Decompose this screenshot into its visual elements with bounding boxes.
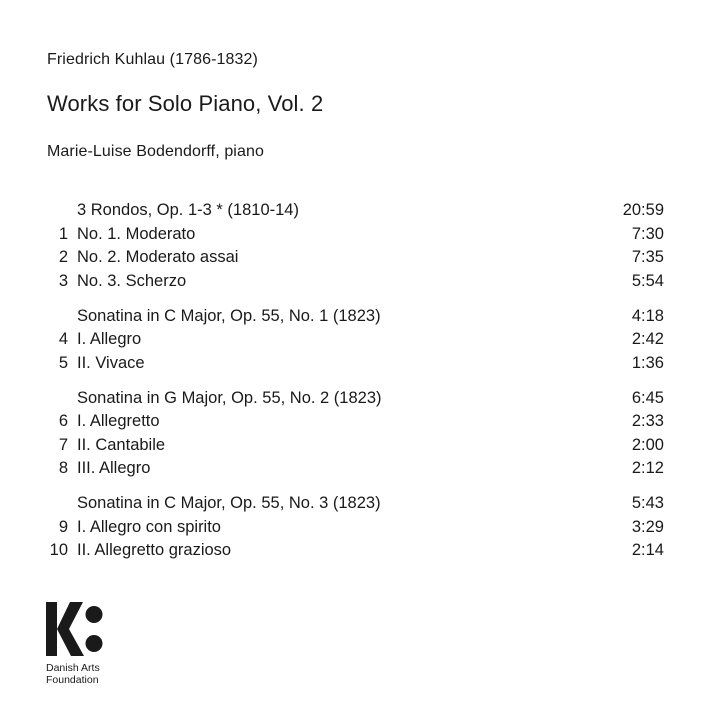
composer-name: Friedrich Kuhlau (1786-1832) bbox=[47, 51, 258, 68]
track-row bbox=[44, 328, 664, 352]
track-row bbox=[44, 223, 664, 247]
track-title: No. 3. Scherzo bbox=[77, 271, 187, 290]
track-row bbox=[44, 352, 664, 376]
track-number: 1 bbox=[58, 224, 68, 243]
album-title: Works for Solo Piano, Vol. 2 bbox=[47, 91, 324, 116]
track-title: I. Allegro bbox=[77, 330, 142, 348]
logo-wordmark bbox=[46, 662, 116, 686]
work-group-rondos bbox=[44, 199, 664, 293]
tracklist bbox=[44, 199, 664, 563]
track-duration: 5:54 bbox=[631, 271, 664, 290]
work-heading bbox=[44, 199, 664, 223]
track-duration: 2:12 bbox=[631, 459, 664, 477]
track-duration: 2:14 bbox=[631, 541, 664, 559]
work-heading bbox=[44, 387, 664, 411]
k-colon-logo-icon bbox=[46, 602, 104, 656]
logo-text-line-1: Danish Arts bbox=[46, 662, 100, 674]
work-title: Sonatina in C Major, Op. 55, No. 1 (1823) bbox=[77, 306, 381, 325]
track-number: 4 bbox=[58, 330, 68, 348]
track-duration: 2:42 bbox=[631, 330, 664, 348]
track-title: No. 2. Moderato assai bbox=[77, 248, 239, 266]
track-row bbox=[44, 410, 664, 434]
track-number: 9 bbox=[58, 517, 68, 536]
work-group-sonatina-1 bbox=[44, 305, 664, 376]
work-heading bbox=[44, 305, 664, 329]
track-title: II. Cantabile bbox=[77, 435, 166, 454]
work-duration: 20:59 bbox=[622, 201, 664, 219]
work-title: Sonatina in C Major, Op. 55, No. 3 (1823) bbox=[77, 494, 381, 512]
work-group-sonatina-3 bbox=[44, 492, 664, 563]
track-duration: 2:00 bbox=[631, 435, 664, 454]
track-row bbox=[44, 270, 664, 294]
track-row bbox=[44, 516, 664, 540]
track-title: III. Allegro bbox=[77, 459, 151, 477]
track-number: 2 bbox=[58, 248, 68, 266]
track-number: 10 bbox=[49, 541, 68, 559]
track-title: II. Vivace bbox=[77, 353, 145, 372]
track-title: II. Allegretto grazioso bbox=[77, 541, 232, 559]
track-row bbox=[44, 457, 664, 481]
work-heading bbox=[44, 492, 664, 516]
logo-text-line-2: Foundation bbox=[46, 674, 99, 686]
track-duration: 7:30 bbox=[631, 224, 664, 243]
track-title: No. 1. Moderato bbox=[77, 224, 196, 243]
track-number: 6 bbox=[58, 412, 68, 430]
track-title: I. Allegretto bbox=[77, 412, 160, 430]
work-title: Sonatina in G Major, Op. 55, No. 2 (1823) bbox=[77, 388, 382, 407]
track-duration: 7:35 bbox=[631, 248, 664, 266]
danish-arts-foundation-logo bbox=[46, 602, 116, 686]
track-number: 5 bbox=[58, 353, 68, 372]
track-duration: 3:29 bbox=[631, 517, 664, 536]
work-duration: 6:45 bbox=[631, 388, 664, 407]
track-duration: 1:36 bbox=[631, 353, 664, 372]
performer-credit: Marie-Luise Bodendorff, piano bbox=[47, 143, 264, 160]
work-duration: 4:18 bbox=[631, 306, 664, 325]
track-row bbox=[44, 434, 664, 458]
work-title: 3 Rondos, Op. 1-3 * (1810-14) bbox=[77, 201, 299, 219]
track-row bbox=[44, 246, 664, 270]
track-duration: 2:33 bbox=[631, 412, 664, 430]
work-duration: 5:43 bbox=[631, 494, 664, 512]
track-number: 3 bbox=[58, 271, 68, 290]
track-number: 7 bbox=[58, 435, 68, 454]
track-number: 8 bbox=[58, 459, 68, 477]
work-group-sonatina-2 bbox=[44, 387, 664, 481]
track-row bbox=[44, 539, 664, 563]
track-title: I. Allegro con spirito bbox=[77, 517, 221, 536]
